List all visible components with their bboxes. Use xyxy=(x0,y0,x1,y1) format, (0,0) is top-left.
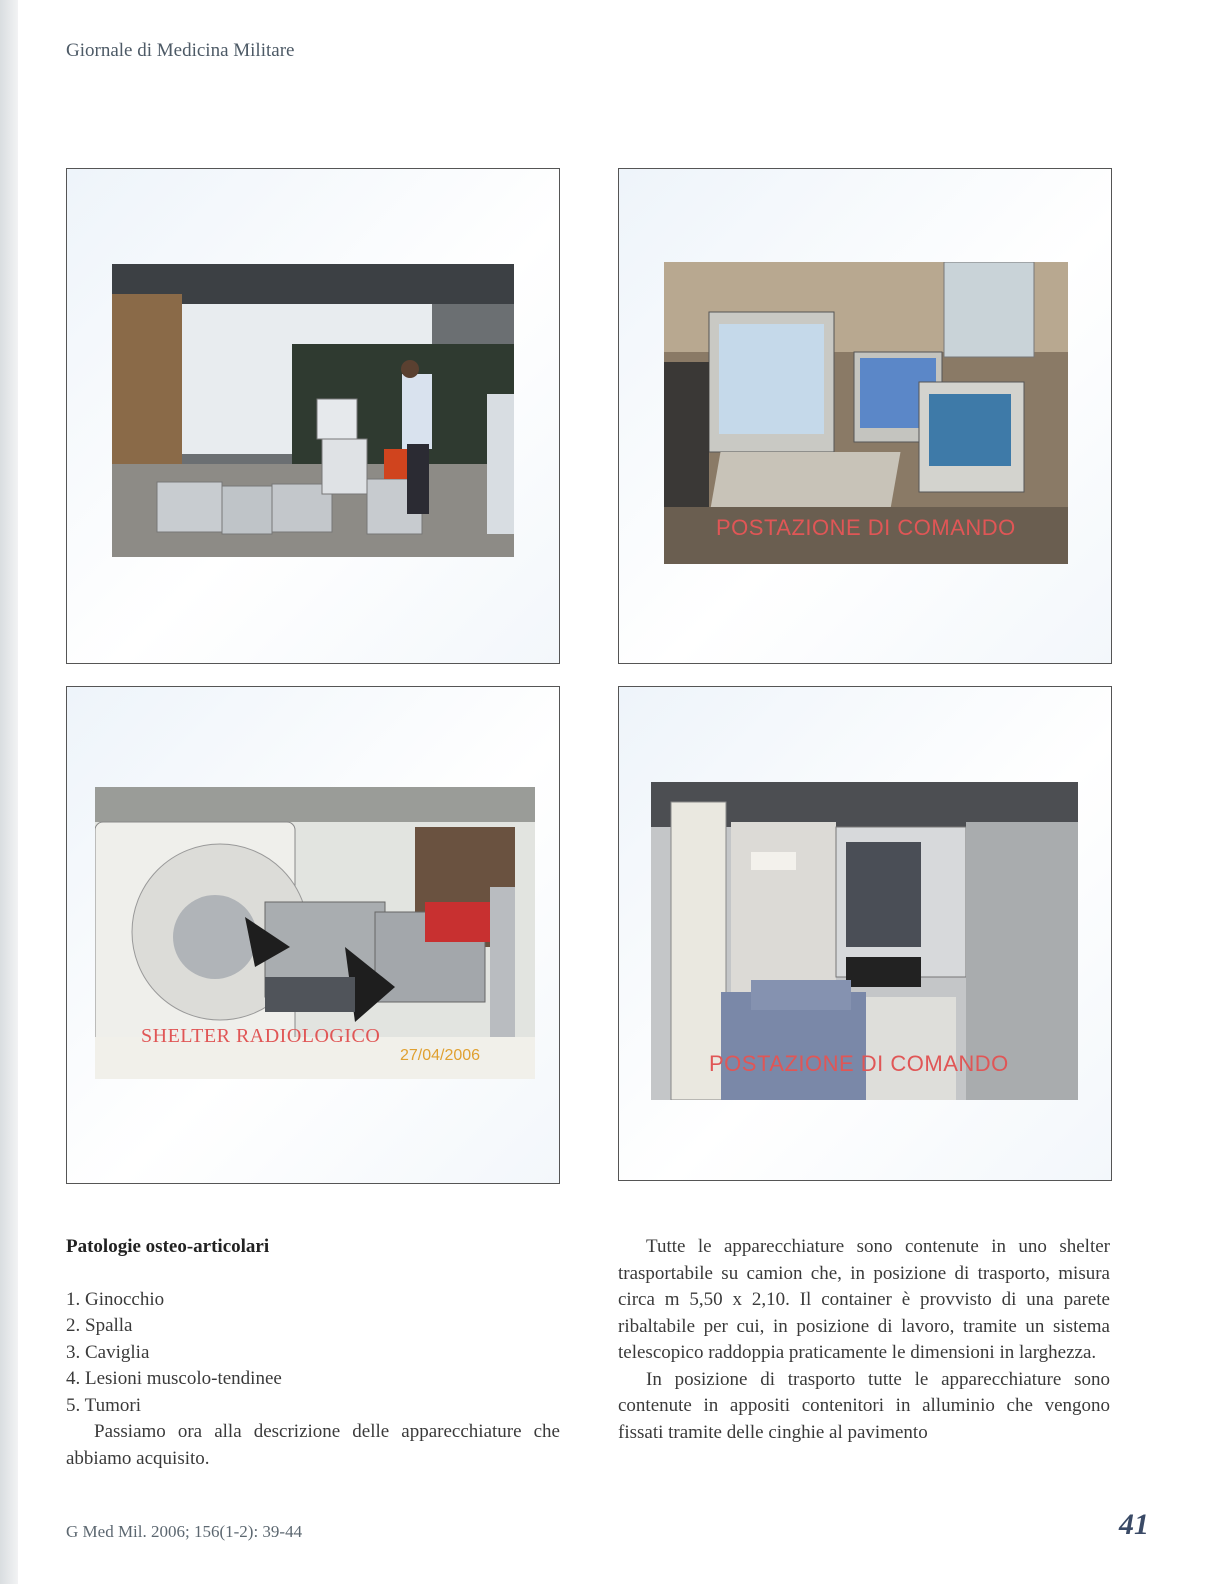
figure-command-station xyxy=(618,168,1112,664)
list-item: 5. Tumori xyxy=(66,1394,141,1416)
left-column xyxy=(66,1234,560,1472)
overlay-caption: POSTAZIONE DI COMANDO xyxy=(709,1051,1009,1076)
list-item: 2. Spalla xyxy=(66,1315,133,1336)
figure-ct-shelter xyxy=(66,686,560,1184)
right-column xyxy=(618,1234,1110,1446)
figure-shelter-interior xyxy=(618,686,1112,1181)
overlay-caption: SHELTER RADIOLOGICO xyxy=(141,1025,381,1047)
page-number: 41 xyxy=(1119,1508,1149,1541)
list-item: 3. Caviglia xyxy=(66,1341,150,1363)
body-paragraph: Tutte le apparecchiature sono contenute in uno shelter trasportabile su camion che, in posizione di trasporto, misura circa m 5,50 x 2,10. Il container è provvisto di una parete ribaltabile per cui, in posizione di lavoro, tramite un sistema telescopico raddoppia praticamente le dimensioni in larghezza. xyxy=(618,1236,1110,1363)
running-head: Giornale di Medicina Militare xyxy=(66,40,295,61)
list-item: 4. Lesioni muscolo-tendinee xyxy=(66,1368,282,1389)
footer-citation: G Med Mil. 2006; 156(1-2): 39-44 xyxy=(66,1522,303,1541)
figure-warehouse xyxy=(66,168,560,664)
date-stamp: 27/04/2006 xyxy=(400,1047,481,1064)
list-item: 1. Ginocchio xyxy=(66,1288,165,1310)
overlay-caption: POSTAZIONE DI COMANDO xyxy=(716,515,1016,540)
body-paragraph: Passiamo ora alla descrizione delle apparecchiature che abbiamo acquisito. xyxy=(66,1421,560,1469)
section-heading: Patologie osteo-articolari xyxy=(66,1236,270,1257)
body-paragraph: In posizione di trasporto tutte le apparecchiature sono contenute in appositi contenitori in alluminio che vengono fissati tramite delle cinghie al pavimento xyxy=(618,1368,1110,1443)
photo-warehouse-crates xyxy=(112,264,514,557)
page-spine-shadow xyxy=(0,0,18,1584)
